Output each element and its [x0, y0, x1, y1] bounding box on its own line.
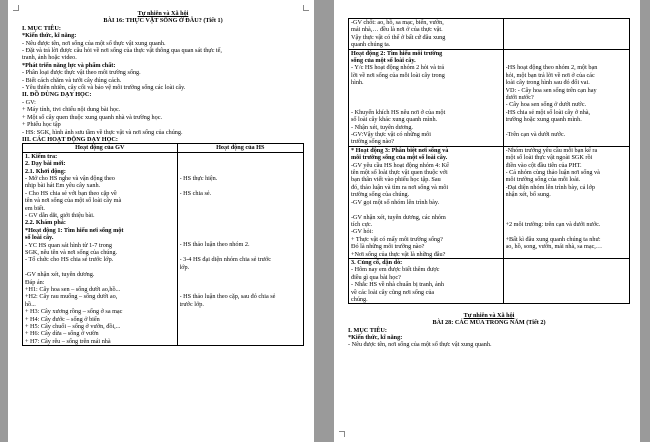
cell-text-line: -GV nhận xét, tuyên dương, các nhóm — [351, 213, 446, 221]
cell-text-line: môi trường sống của một số loài cây. — [351, 154, 448, 162]
cell-text-line: - Y/c HS hoạt động nhóm 2 hỏi và trả — [351, 64, 445, 72]
cell-text-line: ao, hồ, song, vườn, mái nhà, sa mạc,… — [505, 243, 603, 251]
table-row — [349, 146, 630, 258]
cell-text-line: tích cực. — [351, 220, 373, 228]
section-heading: I. MỤC TIÊU: — [348, 326, 387, 334]
cell-text-line — [351, 206, 501, 213]
cell-text-line — [180, 278, 301, 285]
cell-text-line: trước lớp. — [179, 300, 204, 308]
cell-text-line: điều gì qua bài học? — [351, 273, 401, 281]
cell-text-line: * Hoạt động 3: Phân biệt nơi sống và — [351, 146, 449, 154]
cell-text-line: -HS hoạt động theo nhóm 2, một bạn — [505, 64, 598, 72]
cell-text-line: tên và nơi sống của một số loài cây mà — [25, 197, 122, 205]
cell-text-line: - Cả nhóm cùng thảo luận nơi sống và — [505, 169, 600, 177]
column-header-hs: Hoạt động của HS — [177, 144, 303, 152]
text-line: + Phiếu học tập — [22, 121, 61, 129]
student-activity-cell — [503, 146, 629, 258]
section-heading: II. ĐỒ DÙNG DẠY HỌC: — [22, 91, 92, 99]
cell-text-line: -Nhóm trưởng yêu cầu mỗi bạn kể ra — [505, 146, 598, 154]
cell-text-line: nhận xét, bổ sung. — [505, 191, 551, 199]
text-line: + Một số cây quen thuộc xung quanh nhà và trường học. — [22, 113, 163, 121]
teacher-activity-cell — [349, 258, 504, 303]
cell-text-line: một số loài thực vật ngoài SGK rồi — [505, 154, 593, 162]
cell-text-line: 3. Củng cố, dặn dò: — [351, 258, 403, 266]
cell-text-line — [25, 264, 175, 271]
teacher-activity-cell — [349, 19, 504, 50]
cell-text-line — [180, 227, 301, 234]
cell-text-line: -GV yêu cầu HS hoạt động nhóm 4: Kể — [351, 161, 449, 169]
subsection-heading: *Kiến thức, kĩ năng: — [22, 32, 77, 40]
cell-text-line — [506, 199, 627, 206]
cell-text-line: trường sống của chúng. — [351, 191, 410, 199]
cell-text-line: trường sống nào? — [351, 138, 395, 146]
cell-text-line: Hoạt động 2: Tìm hiểu môi trường — [351, 49, 443, 57]
cell-text-line: Đó là những môi trường nào? — [351, 243, 425, 251]
cell-text-line — [180, 182, 301, 189]
cell-text-line: VD: - Cây hoa sen sống trên cạn hay — [505, 86, 597, 94]
cell-text-line: - Cho HS chia sẻ với bạn theo cặp về — [25, 189, 117, 197]
cell-text-line: mái nhà,… đều là nơi ở của thực vật. — [351, 26, 443, 34]
cell-text-line: + H5: Cây chuối – sống ở vườn, đồi,... — [25, 323, 121, 331]
cell-text-line: + Thực vật có mấy môi trường sống? — [351, 235, 443, 243]
cell-text-line: hỏi, một bạn trả lời về nơi ở của các — [505, 71, 595, 79]
text-line: - Yêu thiên nhiên, cây cối và bảo vệ môi trường sống các loài cây. — [22, 84, 186, 92]
cell-text-line: -Trên cạn và dưới nước. — [505, 131, 566, 139]
cell-text-line: lời về nơi sống của mỗi loài cây trong — [351, 71, 445, 79]
cell-text-line: - GV dẫn dắt, giới thiệu bài. — [25, 211, 95, 219]
cell-text-line: Vậy thực vật có thể ở bất cứ đâu xung — [351, 33, 446, 41]
text-line: - HS: SGK, hình ảnh sưu tầm về thực vật và nơi sống của chúng. — [22, 128, 183, 136]
cell-text-line: -GV hỏi: — [351, 228, 374, 236]
cell-text-line: -GV gọi một số nhóm lên trình bày. — [351, 198, 440, 206]
cell-text-line — [506, 50, 627, 57]
cell-text-line: lớp. — [179, 263, 190, 271]
cell-text-line — [180, 234, 301, 241]
cell-text-line: về các loài cây cũng nơi sống của — [351, 288, 435, 296]
cell-text-line: - HS chia sẻ. — [179, 189, 212, 197]
subsection-heading: *Phát triển năng lực và phẩm chất: — [22, 61, 116, 69]
cell-text-line: + H4: Cây đước – sống ở biển — [25, 315, 100, 323]
cell-text-line: em biết. — [25, 204, 45, 212]
cell-text-line: +H2: Cây rau muống – sống dưới ao, — [25, 293, 118, 301]
cell-text-line: -GV nhận xét, tuyên dương. — [25, 271, 95, 279]
teacher-activity-cell — [349, 49, 504, 146]
cell-text-line: -Đại diện nhóm lên trình bày, cả lớp — [505, 183, 596, 191]
teacher-activity-cell — [349, 146, 504, 258]
cell-text-line: - Khuyến khích HS nêu nơi ở của một — [351, 108, 446, 116]
cell-text-line: bạn thân viết vào phiếu học tập. Sau — [351, 176, 441, 184]
cell-text-line: 2.2. Khám phá: — [25, 219, 66, 227]
document-page-left — [8, 0, 314, 442]
lesson-title: BÀI 16: THỰC VẬT SỐNG Ở ĐÂU? (Tiết 1) — [103, 17, 223, 25]
text-line: - Phân loại được thực vật theo môi trường sống. — [22, 69, 141, 77]
cell-text-line: + H3: Cây xương rồng – sống ở sa mạc — [25, 308, 123, 316]
cell-text-line: số loài cây. — [25, 234, 54, 242]
cell-text-line: 2.1. Khởi động: — [25, 167, 66, 175]
cell-text-line: - HS thực hiện. — [179, 174, 218, 182]
table-row — [349, 19, 630, 50]
cell-text-line: -HS chia sẻ một số loài cây ở nhà, — [505, 108, 591, 116]
cell-text-line: quanh chúng ta. — [351, 41, 391, 49]
table-row — [23, 152, 304, 346]
cell-text-line: - Tổ chức cho HS chia sẻ trước lớp. — [25, 256, 114, 264]
cell-text-line: +Nơi sống của thực vật là những đâu? — [351, 250, 446, 258]
cell-text-line — [180, 153, 301, 160]
cell-text-line: *Hoạt động 1: Tìm hiểu nơi sống một — [25, 226, 124, 234]
cell-text-line: - HS thảo luận theo cặp, sau đó chia sẻ — [179, 293, 276, 301]
cell-text-line — [506, 206, 627, 213]
column-header-gv: Hoạt động của GV — [23, 144, 178, 152]
text-line: - GV: — [22, 98, 36, 106]
subject-title: Tự nhiên và Xã hội — [137, 10, 189, 17]
cell-text-line: - Cây hoa sen sống ở dưới nước. — [505, 101, 586, 109]
cell-text-line: số loài cây khác xung quanh mình. — [351, 116, 438, 124]
cell-text-line: trường hoặc xung quanh mình. — [505, 116, 582, 124]
cell-text-line — [351, 94, 501, 101]
student-activity-cell — [177, 152, 303, 346]
text-line: - Nêu được tên, nơi sống của một số thực vật xung quanh. — [348, 341, 492, 349]
cell-text-line: +2 môi trường: trên cạn và dưới nước. — [505, 220, 601, 228]
cell-text-line: dưới nước? — [505, 94, 534, 102]
cell-text-line: chúng. — [351, 295, 368, 303]
cell-text-line — [351, 87, 501, 94]
table-row — [349, 258, 630, 303]
next-lesson-title: BÀI 28: CÁC MÙA TRONG NĂM (Tiết 2) — [432, 319, 546, 327]
cell-text-line: - Nhận xét, tuyên dương. — [351, 123, 413, 131]
cell-text-line: 2. Dạy bài mới: — [25, 160, 66, 168]
text-line: tranh, ảnh hoặc video. — [22, 54, 77, 62]
cell-text-line: - 3-4 HS đại diện nhóm chia sẻ trước — [179, 256, 272, 264]
page-corner-mark — [13, 5, 19, 11]
cell-text-line: điền vào cột đầu tiên của PHT. — [505, 161, 582, 169]
table-header-row — [23, 144, 304, 152]
cell-text-line — [180, 286, 301, 293]
cell-text-line — [180, 168, 301, 175]
cell-text-line: + H7: Cây rêu – sống trên mái nhà — [25, 337, 111, 345]
cell-text-line: môi trường sống của mỗi loài. — [505, 176, 581, 184]
activities-table — [22, 143, 304, 346]
cell-text-line — [351, 101, 501, 108]
cell-text-line: sống của một số loài cây. — [351, 57, 416, 65]
cell-text-line: -GV chốt: ao, hồ, sa mạc, biển, vườn, — [351, 19, 444, 26]
cell-text-line: - YC HS quan sát hình từ 1-7 trong — [25, 241, 112, 249]
cell-text-line: - HS thảo luận theo nhóm 2. — [179, 241, 250, 249]
text-line: - Biết cách chăm và tưới cây đúng cách. — [22, 76, 122, 84]
activities-table-continued — [348, 18, 630, 304]
cell-text-line — [180, 271, 301, 278]
cell-text-line — [180, 249, 301, 256]
section-heading: III. CÁC HOẠT ĐỘNG DẠY HỌC: — [22, 135, 118, 143]
cell-text-line: +H1: Cây hoa sen – sống dưới ao,hồ... — [25, 286, 121, 294]
teacher-activity-cell — [23, 152, 178, 346]
subsection-heading: *Kiến thức, kĩ năng: — [348, 333, 403, 341]
cell-text-line: nhịp bài hát Em yêu cây xanh. — [25, 182, 101, 190]
cell-text-line: SGK, nêu tên và nơi sống của chúng. — [25, 249, 118, 256]
cell-text-line: đó, thảo luận và tìm ra nơi sống và môi — [351, 183, 449, 191]
cell-text-line: Đáp án: — [25, 278, 45, 286]
cell-text-line — [180, 212, 301, 219]
cell-text-line — [506, 57, 627, 64]
cell-text-line: hình. — [351, 79, 364, 87]
cell-text-line: hồ... — [25, 300, 36, 308]
cell-text-line — [506, 124, 627, 131]
page-corner-mark — [339, 431, 345, 437]
right-page-content — [348, 18, 630, 442]
text-line: - Nêu được tên, nơi sống của một số thực vật xung quanh. — [22, 39, 166, 47]
section-heading: I. MỤC TIÊU: — [22, 24, 61, 32]
cell-text-line: - Hôm nay em được biết thêm được — [351, 266, 440, 274]
cell-text-line: - Nhắc HS về nhà chuẩn bị tranh, ảnh — [351, 281, 444, 289]
document-page-right — [334, 0, 640, 442]
table-row — [349, 49, 630, 146]
cell-text-line — [180, 219, 301, 226]
next-subject-title: Tự nhiên và Xã hội — [463, 311, 515, 319]
cell-text-line — [506, 213, 627, 220]
cell-text-line: tên một số loài thực vật quen thuộc với — [351, 169, 448, 177]
cell-text-line — [180, 160, 301, 167]
cell-text-line — [180, 204, 301, 211]
student-activity-cell — [503, 19, 629, 50]
cell-text-line: - Mở cho HS nghe và vận động theo — [25, 174, 115, 182]
text-line: - Đặt và trả lời được câu hỏi về nơi sống của thực vật thông qua quan sát thực tế, — [22, 47, 222, 55]
cell-text-line: -GV:Vậy thực vật có những môi — [351, 131, 431, 139]
cell-text-line: + H6: Cây dừa – sống ở vườn — [25, 330, 99, 338]
cell-text-line — [506, 228, 627, 235]
cell-text-line: 1. Kiểm tra: — [25, 152, 58, 160]
cell-text-line: +Bất kì đâu xung quanh chúng ta như: — [505, 235, 601, 243]
cell-text-line — [180, 197, 301, 204]
text-line: + Máy tính, tivi chiếu nội dung bài học. — [22, 106, 121, 114]
student-activity-cell — [503, 49, 629, 146]
cell-text-line: loài cây trong hình sau đó đổi vai. — [505, 79, 590, 87]
left-page-content — [22, 10, 304, 442]
student-activity-cell — [503, 258, 629, 303]
